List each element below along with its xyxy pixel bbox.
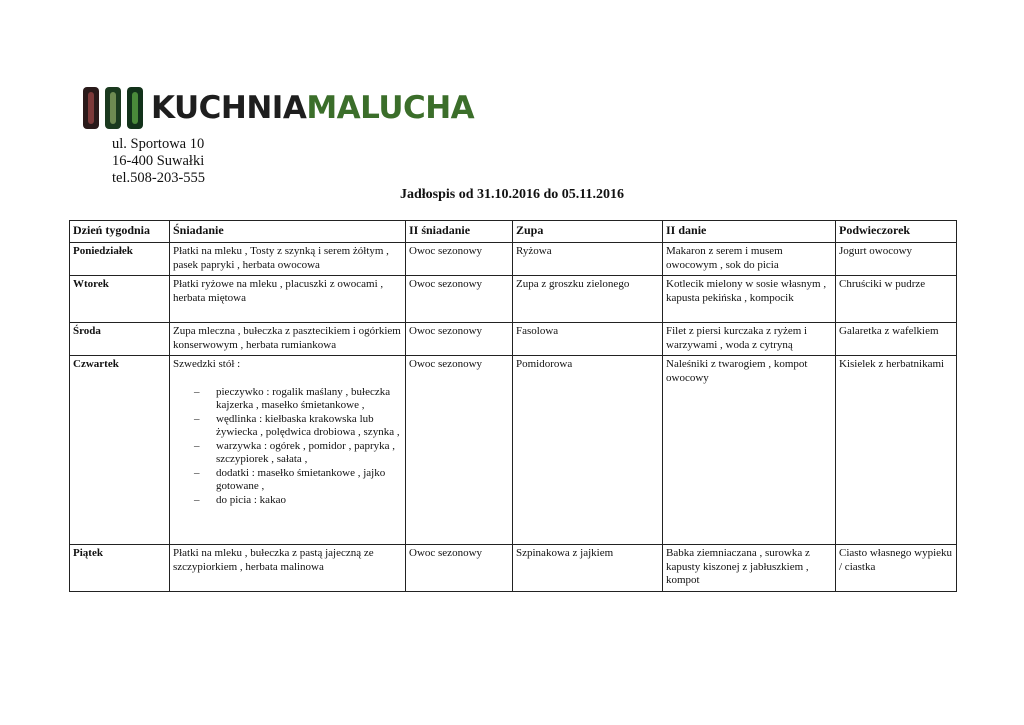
header-main: II danie xyxy=(663,221,836,243)
breakfast-cell: Płatki ryżowe na mleku , placuszki z owocami , herbata miętowa xyxy=(170,276,406,323)
fork-icon xyxy=(105,87,121,129)
second-breakfast-cell: Owoc sezonowy xyxy=(406,356,513,545)
header-snack: Podwieczorek xyxy=(836,221,957,243)
header-second-breakfast: II śniadanie xyxy=(406,221,513,243)
table-row xyxy=(70,276,957,323)
soup-cell: Pomidorowa xyxy=(513,356,663,545)
second-breakfast-cell: Owoc sezonowy xyxy=(406,545,513,592)
header-day: Dzień tygodnia xyxy=(70,221,170,243)
snack-cell: Jogurt owocowy xyxy=(836,243,957,276)
day-cell: Piątek xyxy=(70,545,170,592)
day-cell: Wtorek xyxy=(70,276,170,323)
menu-title: Jadłospis od 31.10.2016 do 05.11.2016 xyxy=(399,187,625,202)
snack-cell: Kisielek z herbatnikami xyxy=(836,356,957,545)
main-cell: Filet z piersi kurczaka z ryżem i warzywami , woda z cytryną xyxy=(663,323,836,356)
brand-part1: KUCHNIA xyxy=(151,90,307,126)
table-row xyxy=(70,356,957,545)
soup-cell: Ryżowa xyxy=(513,243,663,276)
second-breakfast-cell: Owoc sezonowy xyxy=(406,243,513,276)
breakfast-cell xyxy=(170,356,406,545)
list-item: – dodatki : masełko śmietankowe , jajko gotowane , xyxy=(173,467,402,494)
soup-cell: Szpinakowa z jajkiem xyxy=(513,545,663,592)
soup-cell: Fasolowa xyxy=(513,323,663,356)
address-phone: tel.508-203-555 xyxy=(112,170,206,186)
snack-cell: Ciasto własnego wypieku / ciastka xyxy=(836,545,957,592)
day-cell: Czwartek xyxy=(70,356,170,545)
soup-cell: Zupa z groszku zielonego xyxy=(513,276,663,323)
utensils-icon xyxy=(83,87,143,129)
snack-cell: Galaretka z wafelkiem xyxy=(836,323,957,356)
address-city: 16-400 Suwałki xyxy=(112,153,205,169)
second-breakfast-cell: Owoc sezonowy xyxy=(406,323,513,356)
address-block xyxy=(112,136,205,187)
main-cell: Kotlecik mielony w sosie własnym , kapusta pekińska , kompocik xyxy=(663,276,836,323)
list-item: – pieczywko : rogalik maślany , bułeczka kajzerka , masełko śmietankowe , xyxy=(173,386,402,413)
main-cell: Makaron z serem i musem owocowym , sok do picia xyxy=(663,243,836,276)
breakfast-heading: Szwedzki stół : xyxy=(173,358,241,370)
main-cell: Naleśniki z twarogiem , kompot owocowy xyxy=(663,356,836,545)
list-item: – wędlinka : kiełbaska krakowska lub żywiecka , polędwica drobiowa , szynka , xyxy=(173,413,402,440)
snack-cell: Chruściki w pudrze xyxy=(836,276,957,323)
knife-icon xyxy=(83,87,99,129)
weekly-menu-table xyxy=(69,220,957,592)
table-header-row xyxy=(70,221,957,243)
second-breakfast-cell: Owoc sezonowy xyxy=(406,276,513,323)
breakfast-cell: Płatki na mleku , bułeczka z pastą jajeczną ze szczypiorkiem , herbata malinowa xyxy=(170,545,406,592)
table-row xyxy=(70,323,957,356)
breakfast-cell: Płatki na mleku , Tosty z szynką i serem żółtym , pasek papryki , herbata owocowa xyxy=(170,243,406,276)
breakfast-cell: Zupa mleczna , bułeczka z pasztecikiem i ogórkiem konserwowym , herbata rumiankowa xyxy=(170,323,406,356)
day-cell: Środa xyxy=(70,323,170,356)
day-cell: Poniedziałek xyxy=(70,243,170,276)
list-item: – do picia : kakao xyxy=(173,494,402,508)
brand-name xyxy=(151,86,474,130)
table-row xyxy=(70,243,957,276)
header-breakfast: Śniadanie xyxy=(170,221,406,243)
header-soup: Zupa xyxy=(513,221,663,243)
main-cell: Babka ziemniaczana , surowka z kapusty kiszonej z jabłuszkiem , kompot xyxy=(663,545,836,592)
brand-part2: MALUCHA xyxy=(306,90,475,126)
kuchnia-malucha-logo xyxy=(83,86,474,130)
spoon-icon xyxy=(127,87,143,129)
breakfast-items-list xyxy=(173,386,402,508)
list-item: – warzywka : ogórek , pomidor , papryka , szczypiorek , sałata , xyxy=(173,440,402,467)
address-street: ul. Sportowa 10 xyxy=(112,136,205,152)
table-row xyxy=(70,545,957,592)
